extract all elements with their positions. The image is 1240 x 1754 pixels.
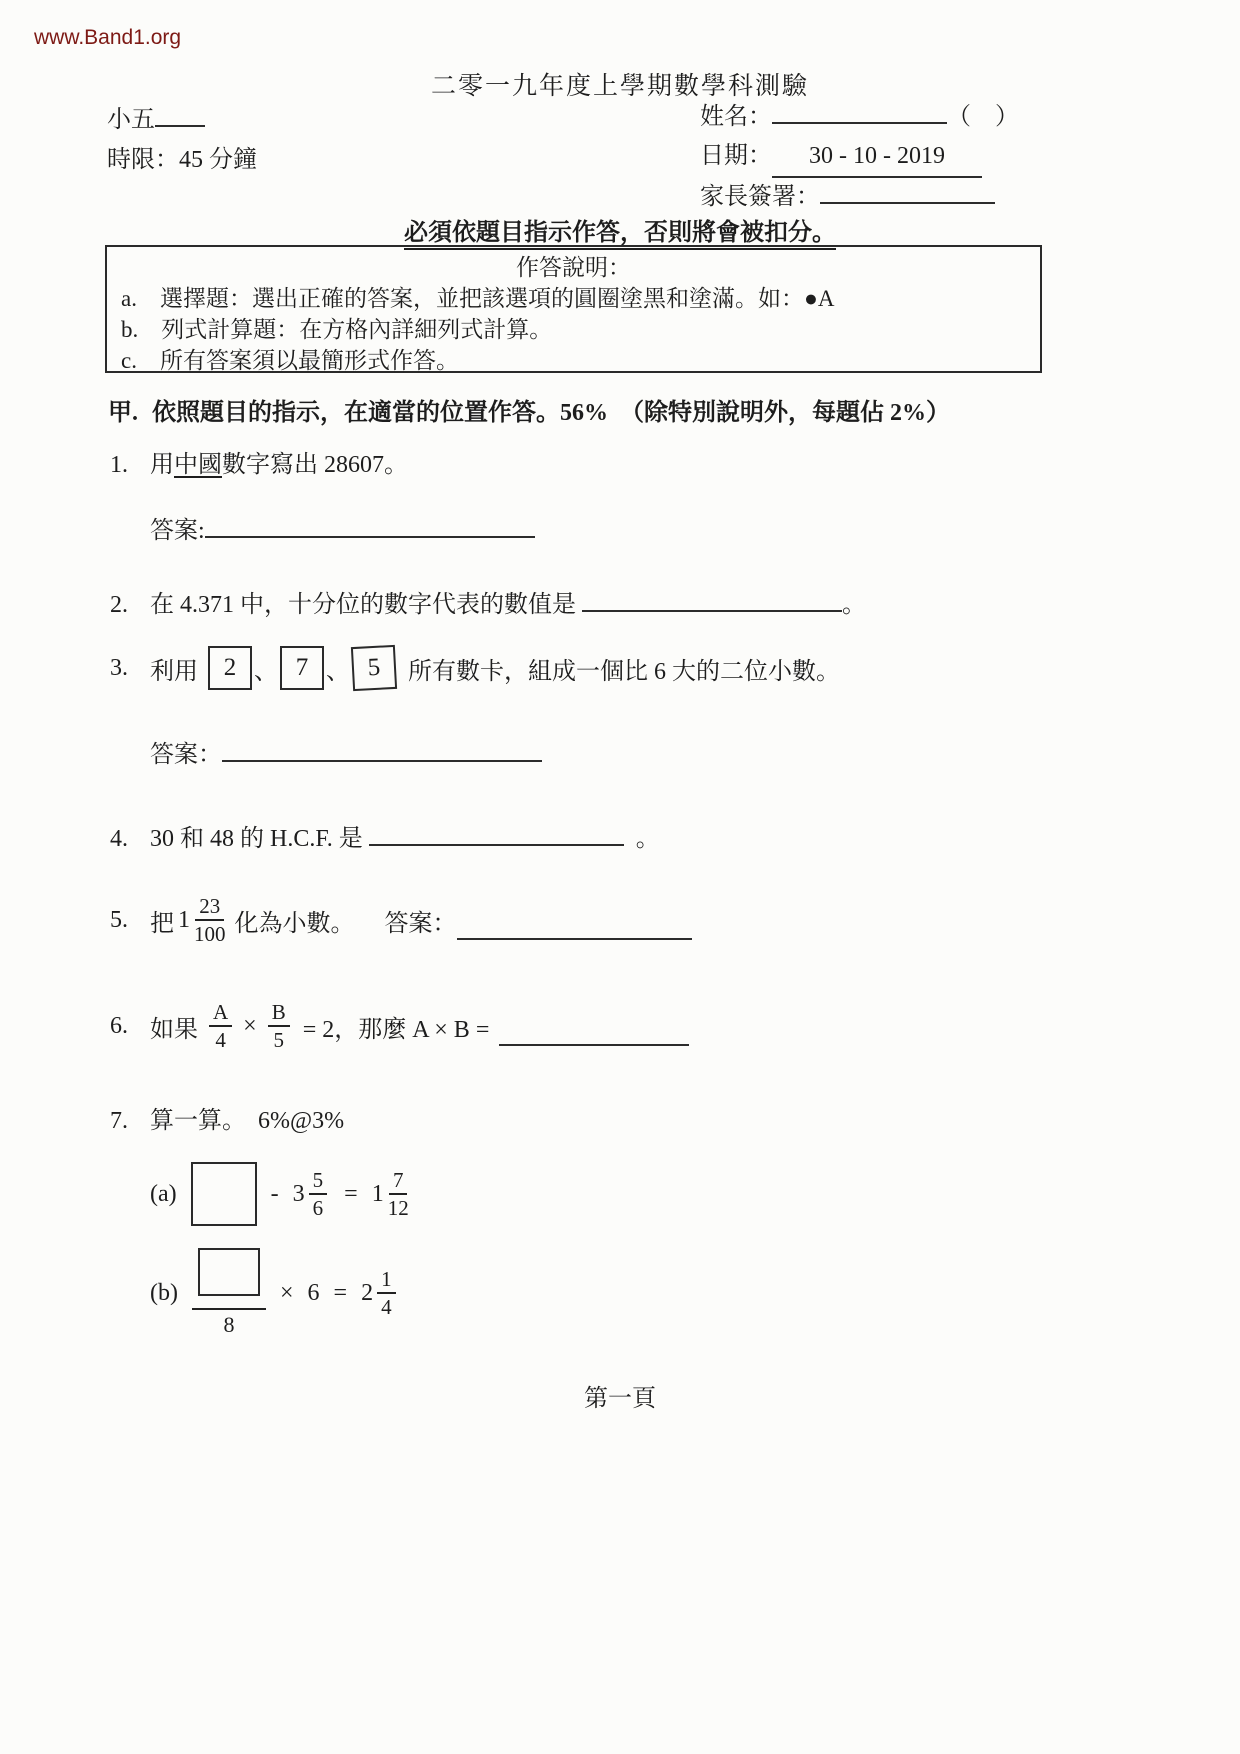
header-right [700,98,1140,217]
fraction: $\frac{23}{100}$ [194,894,226,947]
answer-blank [499,1022,689,1046]
section-text: 依照題目的指示，在適當的位置作答。56% （除特別說明外，每題佔 2%） [152,400,950,426]
mixed-number: 1 $\frac{23}{100}$ [178,894,226,947]
name-blank [772,100,947,124]
date-value: 30 - 10 - 2019 [772,137,982,178]
name-line [700,98,1140,137]
instruction-item-a: a. 選擇題：選出正確的答案，並把該選項的圓圈塗黑和塗滿。如：●A [121,286,835,311]
number-card: 2 [208,646,252,690]
question-1-answer [150,510,535,545]
answer-blank [457,916,692,940]
instruction-title: 作答說明： [516,255,631,280]
times-sign: × [243,1012,257,1039]
question-number: 1. [110,452,128,478]
date-label: 日期： [700,143,772,169]
question-5: 5. 把 1 $\frac{23}{100}$ 化為小數。 答案： [110,894,692,946]
fraction-with-box: 8 [192,1248,266,1338]
times-sign: × [279,1279,294,1306]
fraction: $\frac{A}{4}$ [209,1000,232,1052]
question-number: 4. [110,826,128,852]
answer-box [191,1162,257,1226]
time-limit: 時限：45 分鐘 [107,147,257,173]
question-7: 7. 算一算。 6%@3% [110,1108,345,1134]
part-label: (b) [150,1279,178,1306]
answer-label: 答案： [150,742,222,768]
signature-label: 家長簽署： [700,184,820,210]
answer-blank [369,822,624,846]
class-label: 小五 [107,107,155,133]
class-blank [155,103,205,127]
name-paren: （ ） [947,104,1019,130]
question-number: 7. [110,1108,128,1134]
card-separator: 、 [254,658,278,685]
question-1: 1. 用中國數字寫出 28607。 [110,452,408,478]
number-card: 7 [280,646,324,690]
section-a-heading [108,392,1190,427]
question-number: 5. [110,906,128,933]
name-label: 姓名： [700,104,772,130]
answer-blank [205,514,535,538]
underlined-term: 中國 [174,452,222,478]
section-label: 甲. [108,400,138,426]
card-separator: 、 [326,658,350,685]
mixed-number: 3 $\frac{5}{6}$ [293,1168,331,1220]
mixed-number: 2 $\frac{1}{4}$ [361,1267,399,1319]
mixed-number: 1 $\frac{7}{12}$ [371,1167,409,1220]
question-4: 4. 30 和 48 的 H.C.F. 是 。 [110,818,660,853]
question-7a [150,1162,426,1226]
question-6: 6. 如果 $\frac{A}{4}$ × $\frac{B}{5}$ = 2，那麼 A × B = [110,1000,689,1052]
question-number: 3. [110,654,128,681]
question-number: 6. [110,1012,128,1039]
notice: 必須依題目指示作答，否則將會被扣分。 [0,212,1240,247]
signature-blank [820,180,995,204]
question-3: 3. 利用 2 、 7 、 5 所有數卡，組成一個比 6 大的二位小數。 [110,646,840,690]
equals-sign: = [333,1279,348,1306]
answer-blank [222,738,542,762]
answer-box [198,1248,260,1296]
question-2: 2. 在 4.371 中，十分位的數字代表的數值是 。 [110,584,866,619]
fraction: $\frac{7}{12}$ [387,1167,409,1220]
question-7b: (b) 8 × 6 = 2 $\frac{1}{4}$ [150,1248,413,1338]
instruction-item-c: c. 所有答案須以最簡形式作答。 [121,348,459,373]
page-footer: 第一頁 [584,1386,656,1412]
watermark: www.Band1.org [34,26,182,49]
fraction: $\frac{B}{5}$ [268,1000,290,1052]
answer-label: 答案: [150,518,205,544]
fraction: $\frac{1}{4}$ [377,1267,396,1319]
answer-blank [582,588,842,612]
question-number: 2. [110,592,128,618]
date-line [700,137,1140,178]
page-title: 二零一九年度上學期數學科測驗 [430,73,809,100]
number-card: 5 [351,645,397,691]
answer-label: 答案： [384,910,457,937]
question-3-answer [150,734,542,769]
equals-sign: = [344,1180,358,1207]
part-label: (a) [150,1180,177,1207]
class-line [107,100,257,140]
minus-sign: - [270,1180,279,1207]
instruction-item-b: b. 列式計算題：在方格內詳細列式計算。 [121,317,553,342]
header-left [107,100,257,180]
instruction-box [105,245,1042,373]
fraction: $\frac{5}{6}$ [309,1168,328,1220]
